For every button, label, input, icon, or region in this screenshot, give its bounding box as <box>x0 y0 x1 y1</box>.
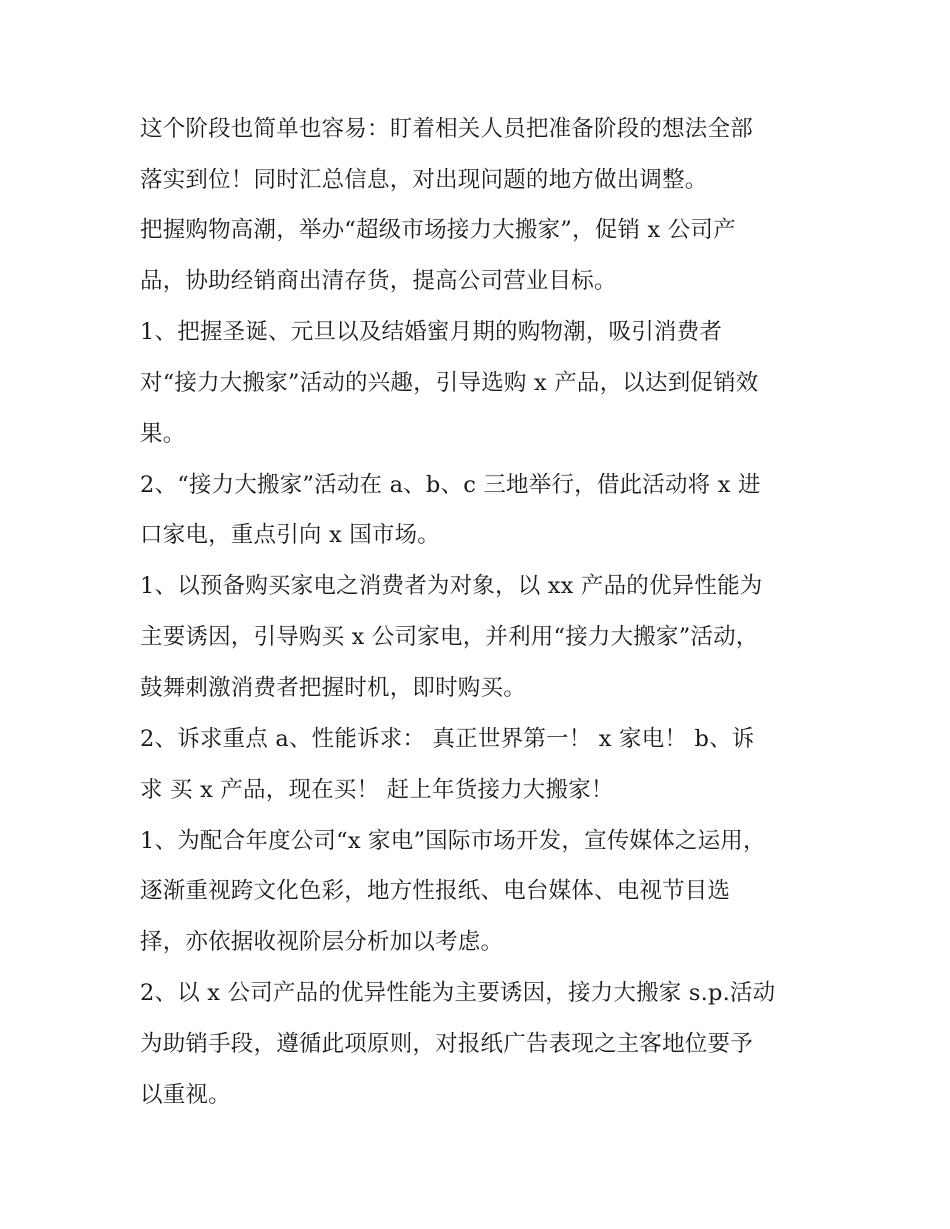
text-line: 择，亦依据收视阶层分析加以考虑。 <box>140 929 504 955</box>
text-line: 主要诱因，引导购买 x 公司家电，并利用“接力大搬家”活动， <box>140 624 759 650</box>
text-line: 果。 <box>140 421 186 447</box>
text-line: 口家电，重点引向 x 国市场。 <box>140 522 440 548</box>
text-line: 逐渐重视跨文化色彩，地方性报纸、电台媒体、电视节目选 <box>140 878 731 904</box>
text-line: 落实到位！同时汇总信息，对出现问题的地方做出调整。 <box>140 167 708 193</box>
text-line: 2、以 x 公司产品的优异性能为主要诱因，接力大搬家 s.p.活动 <box>140 980 776 1006</box>
text-line: 品，协助经销商出清存货，提高公司营业目标。 <box>140 268 617 294</box>
text-line: 求 买 x 产品，现在买！ 赶上年货接力大搬家！ <box>140 777 614 803</box>
text-line: 为助销手段，遵循此项原则，对报纸广告表现之主客地位要予 <box>140 1031 753 1057</box>
text-line: 把握购物高潮，举办“超级市场接力大搬家”，促销 x 公司产 <box>140 217 736 243</box>
text-line: 2、诉求重点 a、性能诉求： 真正世界第一！ x 家电！ b、诉 <box>140 726 755 752</box>
text-line: 1、为配合年度公司“x 家电”国际市场开发，宣传媒体之运用， <box>140 828 766 854</box>
text-line: 以重视。 <box>140 1082 231 1108</box>
text-line: 这个阶段也简单也容易：盯着相关人员把准备阶段的想法全部 <box>140 116 753 142</box>
text-line: 1、以预备购买家电之消费者为对象，以 xx 产品的优异性能为 <box>140 573 763 599</box>
text-line: 1、把握圣诞、元旦以及结婚蜜月期的购物潮，吸引消费者 <box>140 319 723 345</box>
text-line: 鼓舞刺激消费者把握时机，即时购买。 <box>140 675 526 701</box>
text-line: 2、“接力大搬家”活动在 a、b、c 三地举行，借此活动将 x 进 <box>140 472 761 498</box>
text-line: 对“接力大搬家”活动的兴趣，引导选购 x 产品，以达到促销效 <box>140 370 759 396</box>
